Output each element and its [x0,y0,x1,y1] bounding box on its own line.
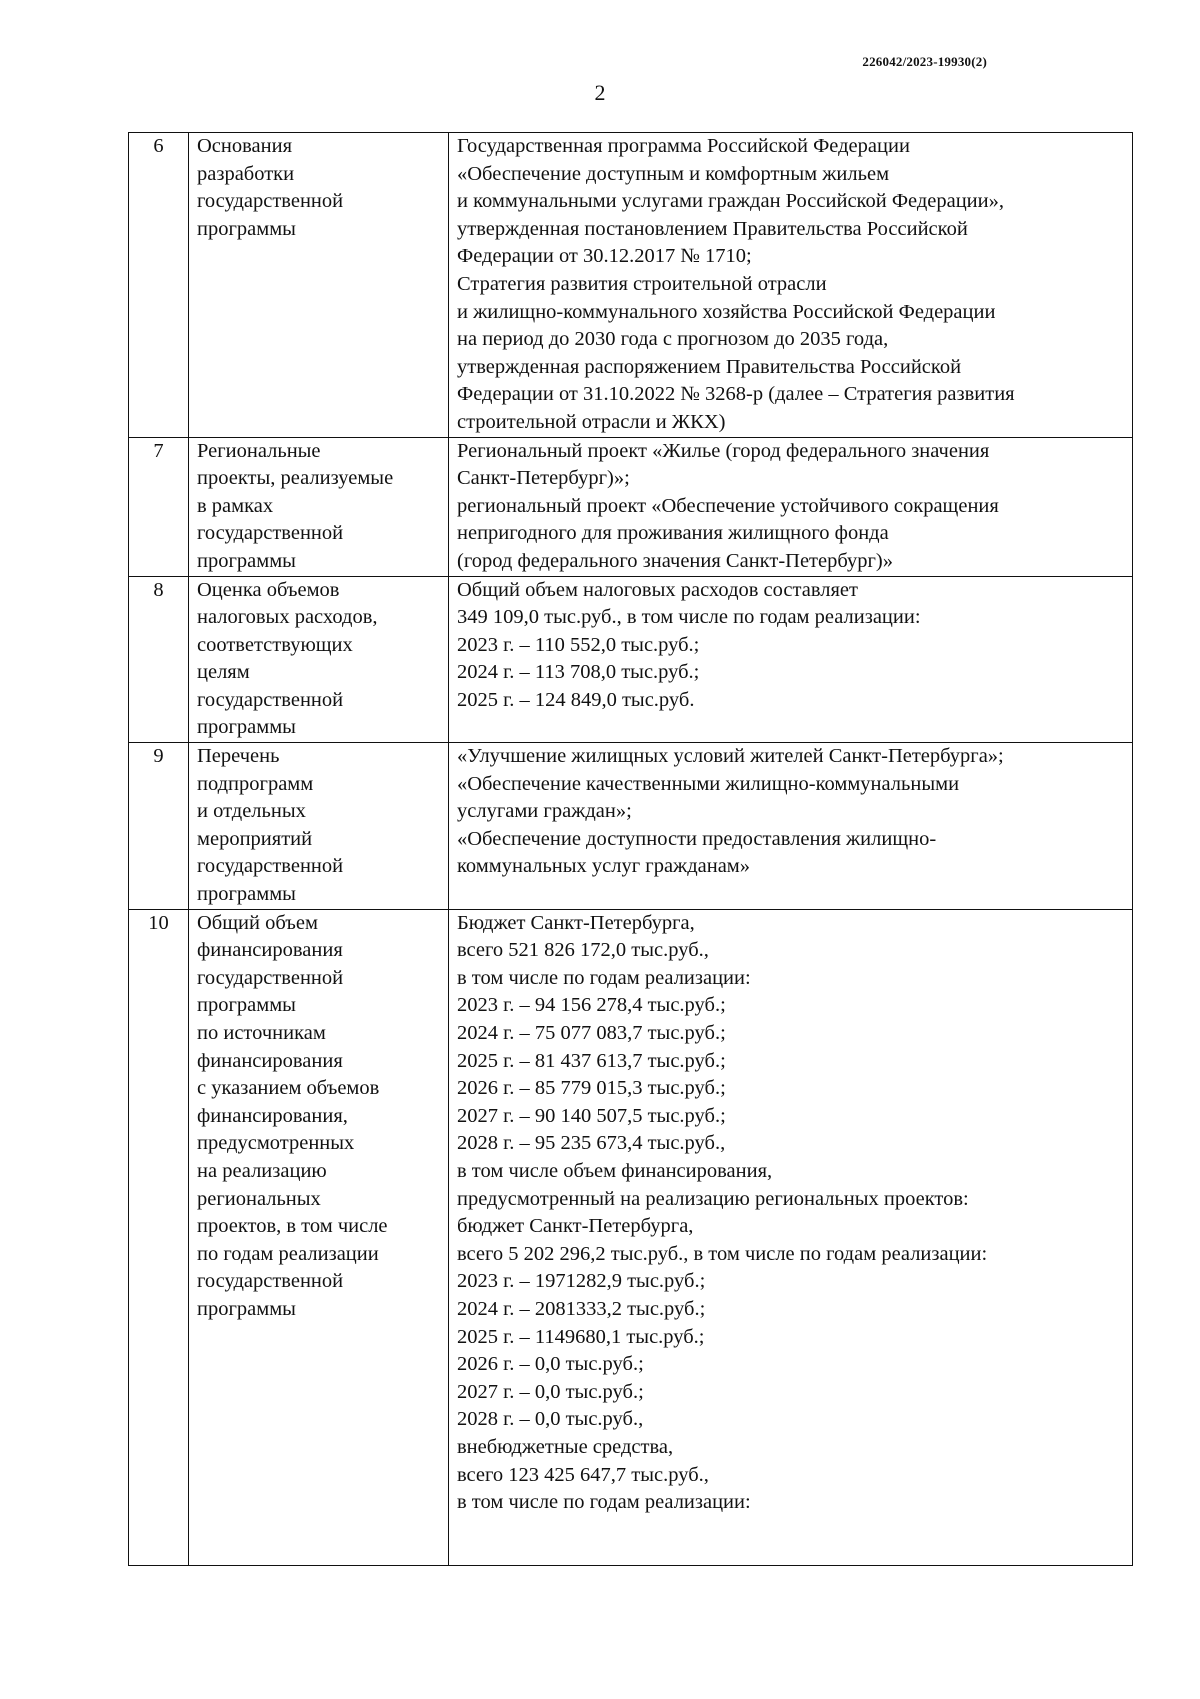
row-label [189,133,449,438]
row-value [449,909,1133,1565]
value-line: Санкт-Петербург)»; [457,467,630,490]
value-line: непригодного для проживания жилищного фонда [457,522,889,545]
row-label [189,437,449,576]
value-line: утвержденная распоряжением Правительства Российской [457,355,962,378]
value-line: 2026 г. – 85 779 015,3 тыс.руб.; [457,1077,726,1100]
value-line: и жилищно-коммунального хозяйства Российской Федерации [457,300,996,323]
value-line: Региональный проект «Жилье (город федерального значения [457,439,990,462]
value-line: в том числе объем финансирования, [457,1159,773,1182]
value-line: (город федерального значения Санкт-Петербург)» [457,549,893,572]
label-line: финансирования [197,939,343,962]
label-line: по годам реализации [197,1242,379,1265]
label-line: налоговых расходов, [197,606,378,629]
label-line: по источникам [197,1022,326,1044]
table-row [129,909,1133,1565]
value-line: 2027 г. – 90 140 507,5 тыс.руб.; [457,1104,726,1127]
value-line: 2028 г. – 0,0 тыс.руб., [457,1408,644,1431]
value-line: 2028 г. – 95 235 673,4 тыс.руб., [457,1132,726,1155]
label-line: программы [197,217,296,240]
value-line: внебюджетные средства, [457,1435,674,1458]
document-id: 226042/2023-19930(2) [862,54,987,69]
value-line: 2023 г. – 1971282,9 тыс.руб.; [457,1270,706,1293]
label-line: государственной [197,966,344,989]
label-line: Общий объем [197,911,318,934]
label-line: соответствующих [197,633,353,656]
value-line: 2025 г. – 1149680,1 тыс.руб.; [457,1325,705,1348]
table-row [129,133,1133,438]
value-line: Стратегия развития строительной отрасли [457,272,827,295]
value-line: «Обеспечение доступности предоставления жилищно- [457,827,937,850]
value-line: региональный проект «Обеспечение устойчивого сокращения [457,494,999,517]
value-line: «Обеспечение качественными жилищно-коммунальными [457,772,960,795]
value-line: Государственная программа Российской Федерации [457,135,910,157]
value-line: в том числе по годам реализации: [457,1491,751,1514]
value-line: всего 521 826 172,0 тыс.руб., [457,939,709,962]
value-line: коммунальных услуг гражданам» [457,855,751,878]
table-row [129,576,1133,743]
row-number: 9 [129,743,189,910]
value-line: Федерации от 30.12.2017 № 1710; [457,245,752,268]
label-line: целям [197,661,250,684]
label-line: государственной [197,190,344,213]
value-line: предусмотренный на реализацию региональных проектов: [457,1187,969,1210]
label-line: программы [197,716,296,739]
value-line: бюджет Санкт-Петербурга, [457,1215,694,1238]
value-line: 2025 г. – 81 437 613,7 тыс.руб.; [457,1049,726,1072]
row-label [189,743,449,910]
label-line: и отдельных [197,800,306,823]
label-line: государственной [197,855,344,878]
label-line: финансирования [197,1049,343,1072]
label-line: на реализацию [197,1159,327,1182]
label-line: государственной [197,1270,344,1293]
value-line: строительной отрасли и ЖКХ) [457,410,726,433]
value-line: Бюджет Санкт-Петербурга, [457,911,695,934]
label-line: государственной [197,688,344,711]
value-line: на период до 2030 года с прогнозом до 2035 года, [457,328,889,351]
label-line: финансирования, [197,1104,348,1127]
page-number: 2 [594,80,606,105]
row-value [449,133,1133,438]
label-line: программы [197,549,296,572]
program-passport-table [128,132,1133,1566]
row-label [189,909,449,1565]
label-line: проектов, в том числе [197,1215,388,1238]
table-row [129,743,1133,910]
label-line: подпрограмм [197,772,314,795]
row-value [449,437,1133,576]
label-line: программы [197,1297,296,1320]
value-line: Общий объем налоговых расходов составляет [457,578,858,601]
value-line: в том числе по годам реализации: [457,966,751,989]
value-line: 2023 г. – 94 156 278,4 тыс.руб.; [457,994,726,1017]
label-line: региональных [197,1187,321,1210]
label-line: разработки [197,162,295,185]
value-line: утвержденная постановлением Правительства Российской [457,217,968,240]
row-number: 10 [129,909,189,1565]
label-line: проекты, реализуемые [197,467,394,490]
label-line: Перечень [197,745,280,768]
value-line: 2024 г. – 113 708,0 тыс.руб.; [457,661,700,684]
value-line: 2025 г. – 124 849,0 тыс.руб. [457,688,695,711]
value-line: и коммунальными услугами граждан Российской Федерации», [457,190,1005,213]
value-line: всего 123 425 647,7 тыс.руб., [457,1463,709,1486]
value-line: 2024 г. – 2081333,2 тыс.руб.; [457,1297,706,1320]
value-line: 2024 г. – 75 077 083,7 тыс.руб.; [457,1022,726,1044]
value-line: услугами граждан»; [457,800,632,823]
value-line: Федерации от 31.10.2022 № 3268-р (далее – Стратегия развития [457,383,1015,406]
value-line: «Обеспечение доступным и комфортным жильем [457,162,890,185]
row-value [449,576,1133,743]
value-line: 349 109,0 тыс.руб., в том числе по годам реализации: [457,606,921,629]
row-number: 6 [129,133,189,438]
value-line: 2026 г. – 0,0 тыс.руб.; [457,1353,644,1376]
label-line: Основания [197,135,293,157]
row-value [449,743,1133,910]
label-line: программы [197,883,296,906]
value-line: всего 5 202 296,2 тыс.руб., в том числе по годам реализации: [457,1242,988,1265]
row-number: 7 [129,437,189,576]
label-line: программы [197,994,296,1017]
value-line: 2023 г. – 110 552,0 тыс.руб.; [457,633,700,656]
label-line: предусмотренных [197,1132,355,1155]
row-label [189,576,449,743]
value-line: 2027 г. – 0,0 тыс.руб.; [457,1380,644,1403]
label-line: государственной [197,522,344,545]
table-row [129,437,1133,576]
row-number: 8 [129,576,189,743]
label-line: с указанием объемов [197,1077,380,1100]
label-line: Региональные [197,439,321,462]
label-line: Оценка объемов [197,578,340,601]
label-line: в рамках [197,494,274,517]
value-line: «Улучшение жилищных условий жителей Санкт-Петербурга»; [457,745,1004,768]
label-line: мероприятий [197,827,313,850]
